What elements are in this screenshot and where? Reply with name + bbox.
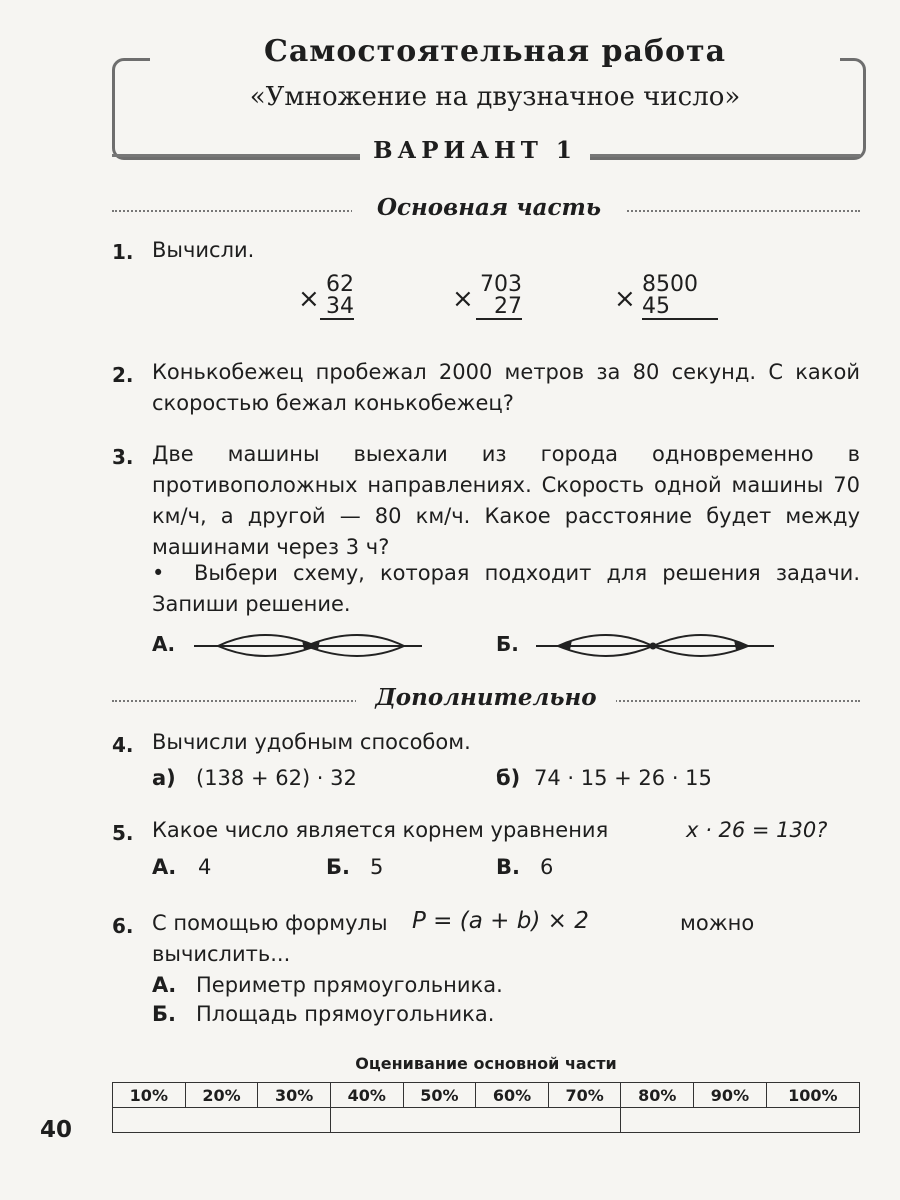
section-heading-extra: Дополнительно — [356, 684, 616, 711]
task-4-number: 4. — [112, 733, 134, 757]
scheme-a-arc-left — [218, 635, 316, 646]
task-6-number: 6. — [112, 914, 134, 938]
task-5-option-b-label: Б. — [326, 855, 350, 879]
task-3-subtask: Выбери схему, которая подходит для решения задачи. Запиши решение. — [152, 561, 860, 616]
multiplicand: 62 — [326, 272, 354, 297]
multiplier: 34 — [320, 296, 354, 320]
grading-header-row — [113, 1083, 860, 1108]
task-5-option-c-label: В. — [496, 855, 520, 879]
task-6-text-before: С помощью формулы — [152, 911, 388, 935]
task-5-equation: x · 26 = 130? — [686, 818, 828, 842]
scheme-b-arc-right-lower — [653, 646, 748, 656]
grade-cell: 10% — [113, 1083, 186, 1108]
scheme-b-start-point — [650, 643, 657, 650]
variant-heading: ВАРИАНТ 1 — [373, 137, 577, 164]
page-number: 40 — [40, 1117, 73, 1143]
task-1-number: 1. — [112, 240, 134, 264]
scheme-b-arc-left — [558, 635, 653, 646]
grade-cell: 40% — [330, 1083, 403, 1108]
task-6-formula: P = (a + b) × 2 — [412, 908, 589, 934]
task-3-number: 3. — [112, 445, 134, 469]
grading-title: Оценивание основной части — [355, 1054, 617, 1073]
task-5-text: Какое число является корнем уравнения — [152, 818, 609, 842]
grade-cell: 80% — [621, 1083, 694, 1108]
task-4-a-expression: (138 + 62) · 32 — [196, 766, 357, 790]
scheme-a-arc-left-lower — [218, 646, 316, 656]
scheme-b-arc-left-lower — [558, 646, 653, 656]
multiplicand: 8500 — [642, 272, 698, 297]
times-sign: × — [298, 284, 320, 314]
grade-cell: 70% — [548, 1083, 621, 1108]
grade-cell: 100% — [766, 1083, 859, 1108]
task-4-b-expression: 74 · 15 + 26 · 15 — [534, 766, 712, 790]
section-heading-main: Основная часть — [352, 194, 626, 221]
grade-cell: 20% — [185, 1083, 258, 1108]
times-sign: × — [452, 284, 474, 314]
grade-cell: 90% — [694, 1083, 767, 1108]
grading-table — [112, 1082, 860, 1133]
task-6-option-a-label: А. — [152, 973, 177, 997]
scheme-b-label: Б. — [496, 632, 519, 656]
task-5-option-c-value: 6 — [540, 855, 554, 879]
page-title: Самостоятельная работа — [150, 34, 840, 78]
multiplier: 45 — [642, 296, 718, 320]
task-2-text: Конькобежец пробежал 2000 метров за 80 секунд. С какой скоростью бежал конькобежец? — [152, 360, 860, 415]
scheme-b-arc-right — [653, 635, 748, 646]
grade-answer-cell[interactable] — [113, 1108, 331, 1133]
multiplicand: 703 — [480, 272, 522, 297]
bullet: • — [152, 561, 165, 585]
scheme-a-arc-right-lower — [306, 646, 404, 656]
task-4-a-label: а) — [152, 766, 176, 790]
task-1-text: Вычисли. — [152, 238, 255, 262]
times-sign: × — [614, 284, 636, 314]
scheme-a-arc-right — [306, 635, 404, 646]
page-subtitle: «Умножение на двузначное число» — [249, 82, 741, 112]
grade-cell: 50% — [403, 1083, 476, 1108]
task-4-b-label: б) — [496, 766, 521, 790]
task-6-option-b-text: Площадь прямоугольника. — [196, 1002, 495, 1026]
scheme-a-diagram — [194, 622, 424, 668]
grade-answer-cell[interactable] — [330, 1108, 621, 1133]
task-3-text: Две машины выехали из города одновременно в противоположных направлениях. Скорость одной машины 70 км/ч, а другой — 80 км/ч. Какое расстояние будет между машинами через 3 ч? — [152, 442, 860, 559]
grade-answer-cell[interactable] — [621, 1108, 860, 1133]
grade-cell: 30% — [258, 1083, 331, 1108]
task-5-option-b-value: 5 — [370, 855, 384, 879]
grade-cell: 60% — [476, 1083, 549, 1108]
task-4-text: Вычисли удобным способом. — [152, 730, 471, 754]
scheme-a-label: А. — [152, 632, 176, 656]
multiplier: 27 — [476, 296, 522, 320]
task-5-option-a-value: 4 — [198, 855, 212, 879]
task-6-option-b-label: Б. — [152, 1002, 176, 1026]
task-6-option-a-text: Периметр прямоугольника. — [196, 973, 503, 997]
task-5-number: 5. — [112, 821, 134, 845]
task-5-option-a-label: А. — [152, 855, 177, 879]
scheme-b-diagram — [536, 622, 776, 668]
task-6-text-after: можно вычислить... — [152, 911, 755, 966]
task-2-number: 2. — [112, 363, 134, 387]
grading-answer-row — [113, 1108, 860, 1133]
